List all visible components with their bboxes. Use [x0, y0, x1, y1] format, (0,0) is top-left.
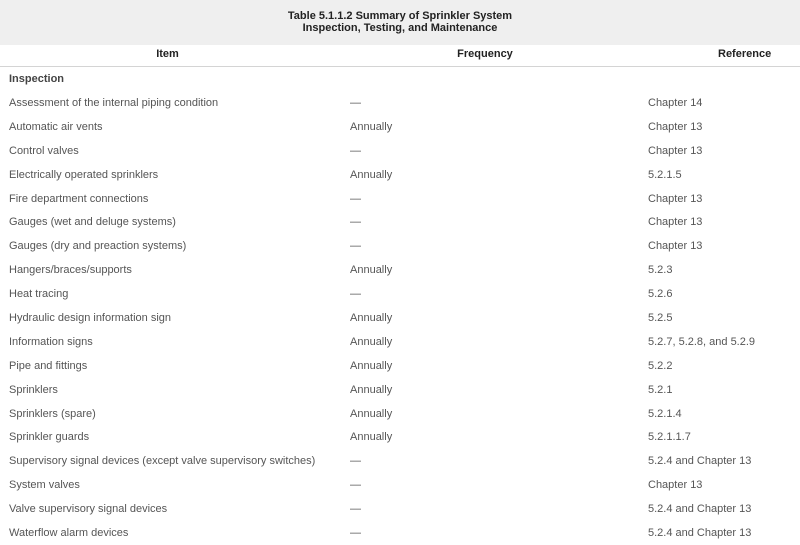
- item-cell: Sprinkler guards: [9, 431, 90, 444]
- column-header-item: Item: [156, 48, 179, 60]
- frequency-cell: Annually: [350, 359, 393, 372]
- reference-cell: 5.2.3: [648, 264, 673, 277]
- table-body: [0, 91, 800, 545]
- frequency-cell: —: [350, 479, 361, 492]
- table-row: [0, 402, 800, 426]
- reference-cell: 5.2.1.5: [648, 168, 682, 181]
- section-heading-label: Inspection: [9, 73, 65, 85]
- frequency-cell: —: [350, 455, 361, 468]
- reference-cell: Chapter 13: [648, 240, 703, 253]
- item-cell: Valve supervisory signal devices: [9, 503, 168, 516]
- table-row: [0, 449, 800, 473]
- reference-cell: Chapter 13: [648, 192, 703, 205]
- table-row: [0, 497, 800, 521]
- frequency-cell: Annually: [350, 407, 393, 420]
- frequency-cell: Annually: [350, 335, 393, 348]
- reference-cell: 5.2.7, 5.2.8, and 5.2.9: [648, 335, 756, 348]
- frequency-cell: Annually: [350, 431, 393, 444]
- table-row: [0, 330, 800, 354]
- table-row: [0, 306, 800, 330]
- item-cell: Waterflow alarm devices: [9, 527, 129, 540]
- frequency-cell: —: [350, 527, 361, 540]
- table-row: [0, 425, 800, 449]
- table-row: [0, 91, 800, 115]
- frequency-cell: —: [350, 192, 361, 205]
- item-cell: Automatic air vents: [9, 120, 103, 133]
- reference-cell: 5.2.6: [648, 288, 673, 301]
- reference-cell: 5.2.4 and Chapter 13: [648, 503, 752, 516]
- reference-cell: 5.2.4 and Chapter 13: [648, 455, 752, 468]
- table-row: [0, 210, 800, 234]
- item-cell: Gauges (dry and preaction systems): [9, 240, 187, 253]
- reference-cell: Chapter 13: [648, 144, 703, 157]
- table-caption: [0, 0, 800, 45]
- reference-cell: 5.2.1: [648, 383, 673, 396]
- column-header-frequency: Frequency: [457, 48, 513, 60]
- frequency-cell: —: [350, 144, 361, 157]
- item-cell: Sprinklers: [9, 383, 58, 396]
- table-row: [0, 473, 800, 497]
- item-cell: Assessment of the internal piping condition: [9, 97, 219, 109]
- item-cell: Hydraulic design information sign: [9, 312, 172, 325]
- table-row: [0, 521, 800, 545]
- item-cell: Sprinklers (spare): [9, 407, 96, 420]
- frequency-cell: —: [350, 240, 361, 253]
- item-cell: Electrically operated sprinklers: [9, 168, 159, 181]
- reference-cell: Chapter 13: [648, 479, 703, 492]
- column-header-reference: Reference: [718, 48, 772, 60]
- table-row: [0, 282, 800, 306]
- reference-cell: 5.2.2: [648, 359, 673, 372]
- item-cell: Hangers/braces/supports: [9, 264, 132, 277]
- item-cell: Supervisory signal devices (except valve supervisory switches): [9, 455, 316, 468]
- frequency-cell: Annually: [350, 383, 393, 396]
- table-row: [0, 187, 800, 211]
- frequency-cell: —: [350, 288, 361, 301]
- frequency-cell: —: [350, 97, 361, 109]
- frequency-cell: —: [350, 503, 361, 516]
- reference-cell: 5.2.1.4: [648, 407, 682, 420]
- table-row: [0, 115, 800, 139]
- item-cell: Control valves: [9, 144, 79, 157]
- item-cell: Information signs: [9, 335, 93, 348]
- table-row: [0, 258, 800, 282]
- caption-line-2: Inspection, Testing, and Maintenance: [302, 22, 498, 34]
- reference-cell: Chapter 13: [648, 120, 703, 133]
- item-cell: Heat tracing: [9, 288, 69, 301]
- frequency-cell: —: [350, 216, 361, 229]
- reference-cell: 5.2.4 and Chapter 13: [648, 527, 752, 540]
- table-header: [0, 45, 800, 67]
- section-heading: [0, 67, 800, 91]
- item-cell: Gauges (wet and deluge systems): [9, 216, 176, 229]
- frequency-cell: Annually: [350, 312, 393, 325]
- table-row: [0, 234, 800, 258]
- table-row: [0, 354, 800, 378]
- item-cell: Pipe and fittings: [9, 359, 88, 372]
- table-row: [0, 163, 800, 187]
- frequency-cell: Annually: [350, 264, 393, 277]
- frequency-cell: Annually: [350, 168, 393, 181]
- caption-line-1: Table 5.1.1.2 Summary of Sprinkler System: [287, 10, 513, 22]
- reference-cell: 5.2.5: [648, 312, 673, 325]
- reference-cell: Chapter 14: [648, 97, 703, 109]
- item-cell: System valves: [9, 479, 80, 492]
- item-cell: Fire department connections: [9, 192, 149, 205]
- table-row: [0, 139, 800, 163]
- table-row: [0, 378, 800, 402]
- reference-cell: 5.2.1.1.7: [648, 431, 691, 444]
- frequency-cell: Annually: [350, 120, 393, 133]
- reference-cell: Chapter 13: [648, 216, 703, 229]
